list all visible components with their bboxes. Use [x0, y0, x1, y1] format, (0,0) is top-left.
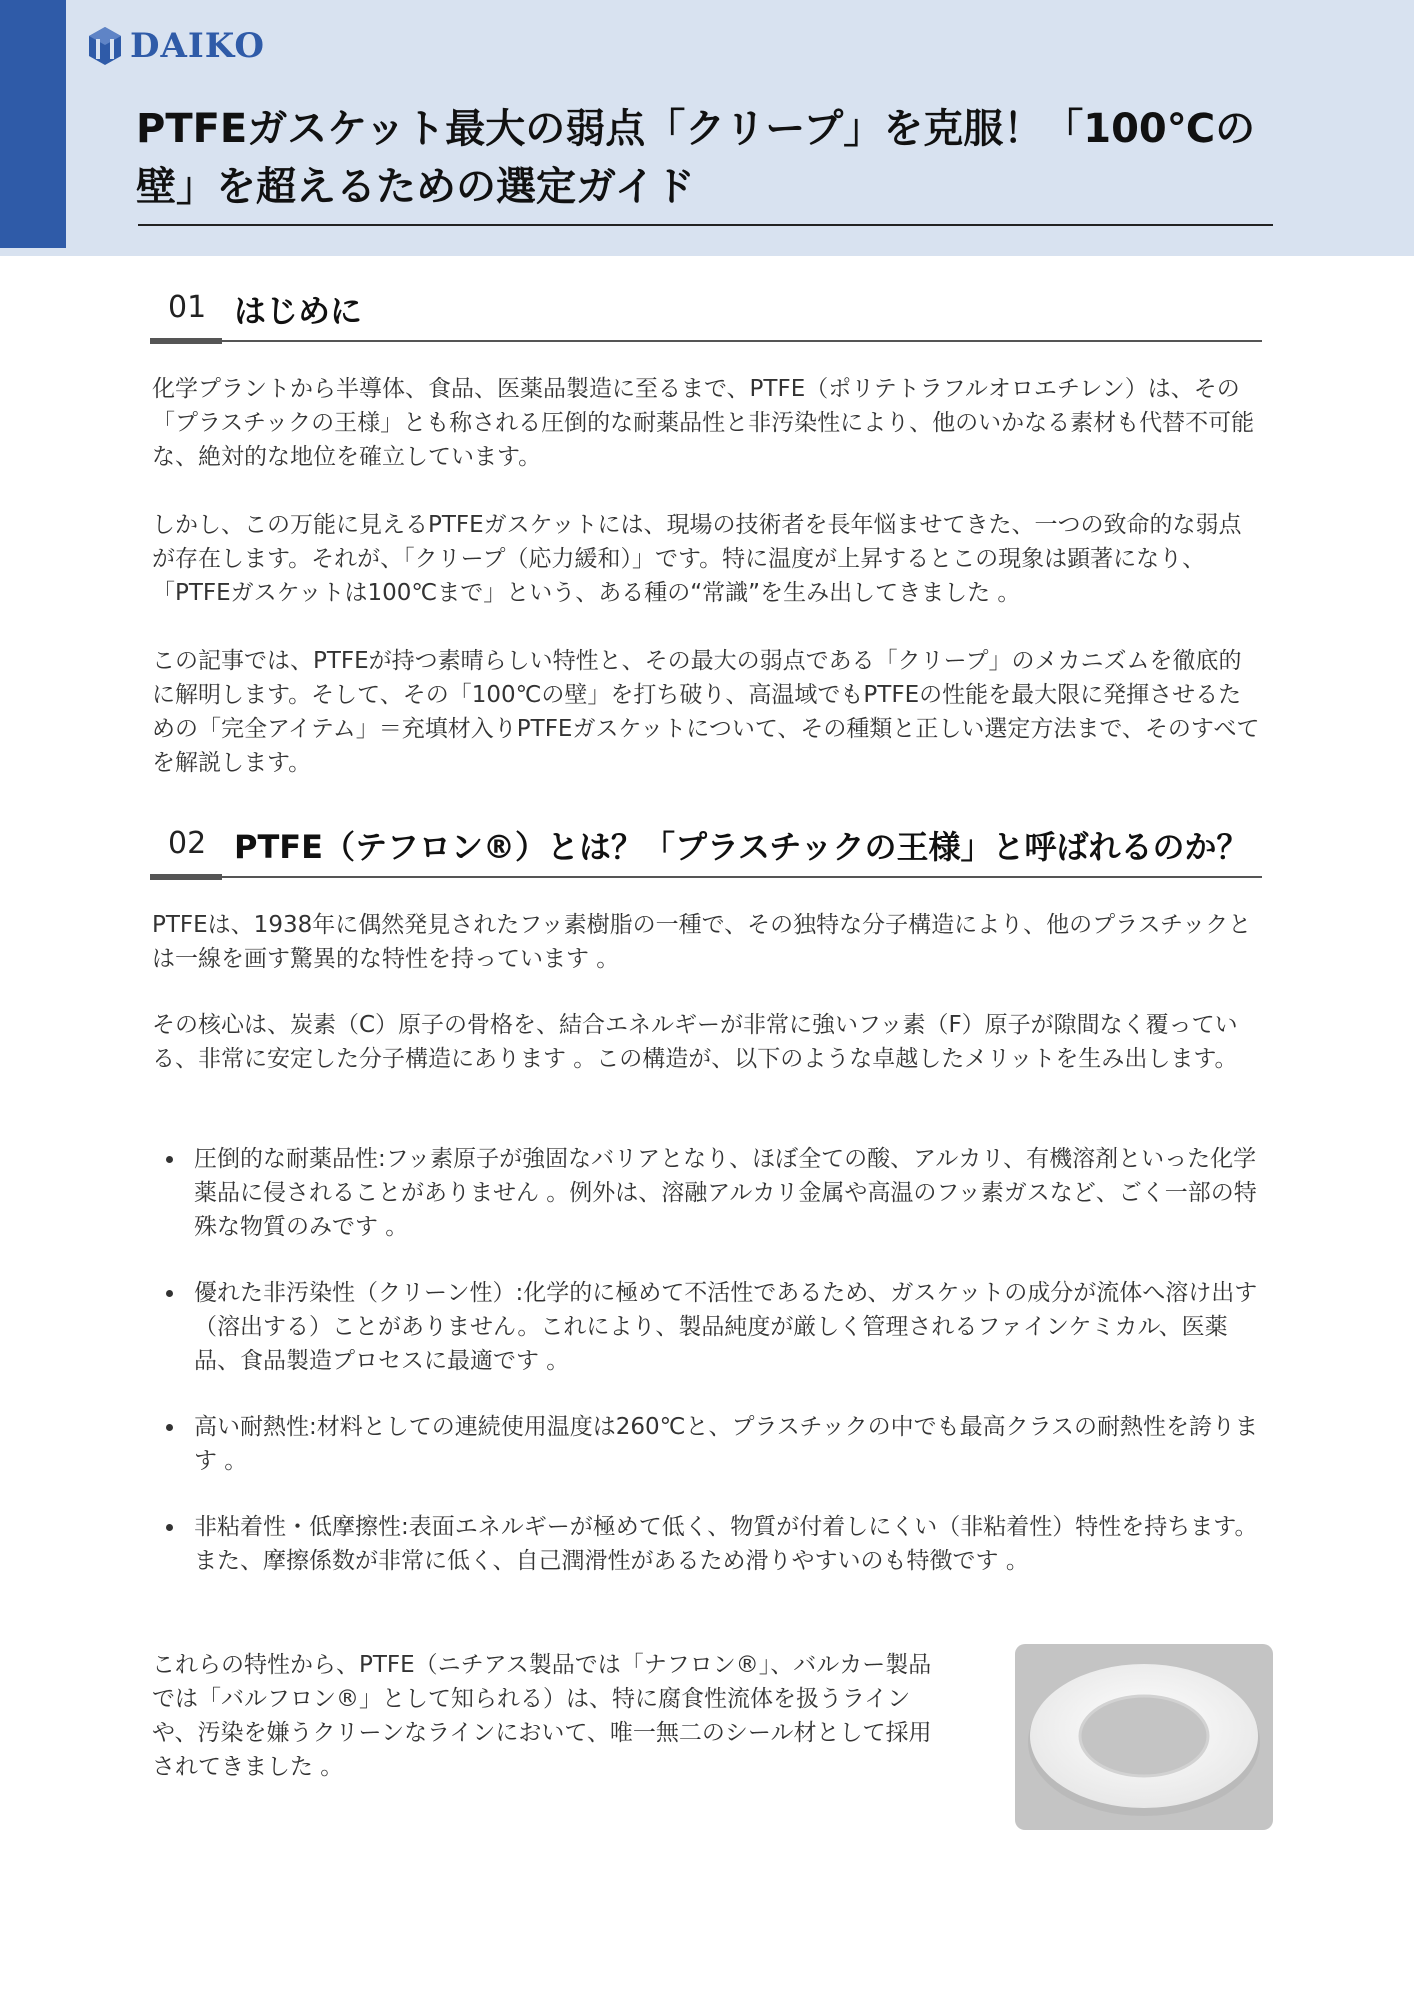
brand-logo[interactable]: [86, 24, 265, 68]
list-item-text: 優れた非汚染性（クリーン性）:化学的に極めて不活性であるため、ガスケットの成分が流体へ溶け出す（溶出する）ことがありません。これにより、製品純度が厳しく管理されるファインケミカル、医薬品、食品製造プロセスに最適です 。: [194, 1280, 1258, 1374]
bullet-icon: [166, 1524, 173, 1531]
intro-paragraph-1: 化学プラントから半導体、食品、医薬品製造に至るまで、PTFE（ポリテトラフルオロエチレン）は、その「プラスチックの王様」とも称される圧倒的な耐薬品性と非汚染性により、他のいかなる素材も代替不可能な、絶対的な地位を確立しています。: [152, 376, 1255, 470]
intro-paragraph-3: この記事では、PTFEが持つ素晴らしい特性と、その最大の弱点である「クリープ」のメカニズムを徹底的に解明します。そして、その「100℃の壁」を打ち破り、高温域でもPTFEの性能を最大限に発揮させるための「完全アイテム」＝充填材入りPTFEガスケットについて、その種類と正しい選定方法まで、そのすべてを解説します。: [152, 648, 1260, 776]
closing-paragraph: これらの特性から、PTFE（ニチアス製品では「ナフロン®」、バルカー製品では「バルフロン®」として知られる）は、特に腐食性流体を扱うラインや、汚染を嫌うクリーンなラインにおいて、唯一無二のシール材として採用されてきました 。: [152, 1652, 932, 1780]
cube-logo-icon: [86, 25, 124, 67]
list-item: [152, 1510, 1264, 1578]
section-divider: [150, 340, 1262, 342]
list-item: [152, 1276, 1264, 1378]
ptfe-paragraph-2: その核心は、炭素（C）原子の骨格を、結合エネルギーが非常に強いフッ素（F）原子が隙間なく覆っている、非常に安定した分子構造にあります 。この構造が、以下のような卓越したメリットを生み出します。: [152, 1012, 1238, 1072]
bullet-icon: [166, 1156, 173, 1163]
gasket-image: [1015, 1644, 1273, 1830]
bullet-icon: [166, 1424, 173, 1431]
properties-list: [152, 1142, 1264, 1578]
section-title: はじめに: [234, 292, 363, 330]
section-divider-accent: [150, 338, 222, 344]
list-item-text: 非粘着性・低摩擦性:表面エネルギーが極めて低く、物質が付着しにくい（非粘着性）特性を持ちます。また、摩擦係数が非常に低く、自己潤滑性があるため滑りやすいのも特徴です 。: [194, 1514, 1258, 1574]
list-item: [152, 1410, 1264, 1478]
list-item-text: 高い耐熱性:材料としての連続使用温度は260℃と、プラスチックの中でも最高クラスの耐熱性を誇ります 。: [194, 1414, 1258, 1474]
list-item: [152, 1142, 1264, 1244]
section-heading-02: [150, 818, 1262, 878]
intro-paragraph-2: しかし、この万能に見えるPTFEガスケットには、現場の技術者を長年悩ませてきた、一つの致命的な弱点が存在します。それが、「クリープ（応力緩和）」です。特に温度が上昇するとこの現象は顕著になり、「PTFEガスケットは100℃まで」という、ある種の“常識”を生み出してきました 。: [152, 512, 1242, 606]
section-title: PTFE（テフロン®）とは？「プラスチックの王様」と呼ばれるのか？: [234, 828, 1249, 866]
ptfe-paragraph-1: PTFEは、1938年に偶然発見されたフッ素樹脂の一種で、その独特な分子構造により、他のプラスチックとは一線を画す驚異的な特性を持っています 。: [152, 912, 1252, 972]
list-item-text: 圧倒的な耐薬品性:フッ素原子が強固なバリアとなり、ほぼ全ての酸、アルカリ、有機溶剤といった化学薬品に侵されることがありません 。例外は、溶融アルカリ金属や高温のフッ素ガスなど、ごく一部の特殊な物質のみです 。: [194, 1146, 1257, 1240]
bullet-icon: [166, 1290, 173, 1297]
section-heading-01: [150, 282, 1262, 342]
title-divider: [138, 224, 1273, 226]
ptfe-gasket-ring-icon: [1015, 1644, 1273, 1830]
brand-name: DAIKO: [130, 26, 266, 66]
section-number: 02: [168, 826, 207, 861]
section-divider: [150, 876, 1262, 878]
section-divider-accent: [150, 874, 222, 880]
page-title: PTFEガスケット最大の弱点「クリープ」を克服！「100℃の壁」を超えるための選定ガイド: [136, 106, 1256, 210]
section-number: 01: [168, 290, 207, 325]
header-accent-bar: [0, 0, 66, 248]
